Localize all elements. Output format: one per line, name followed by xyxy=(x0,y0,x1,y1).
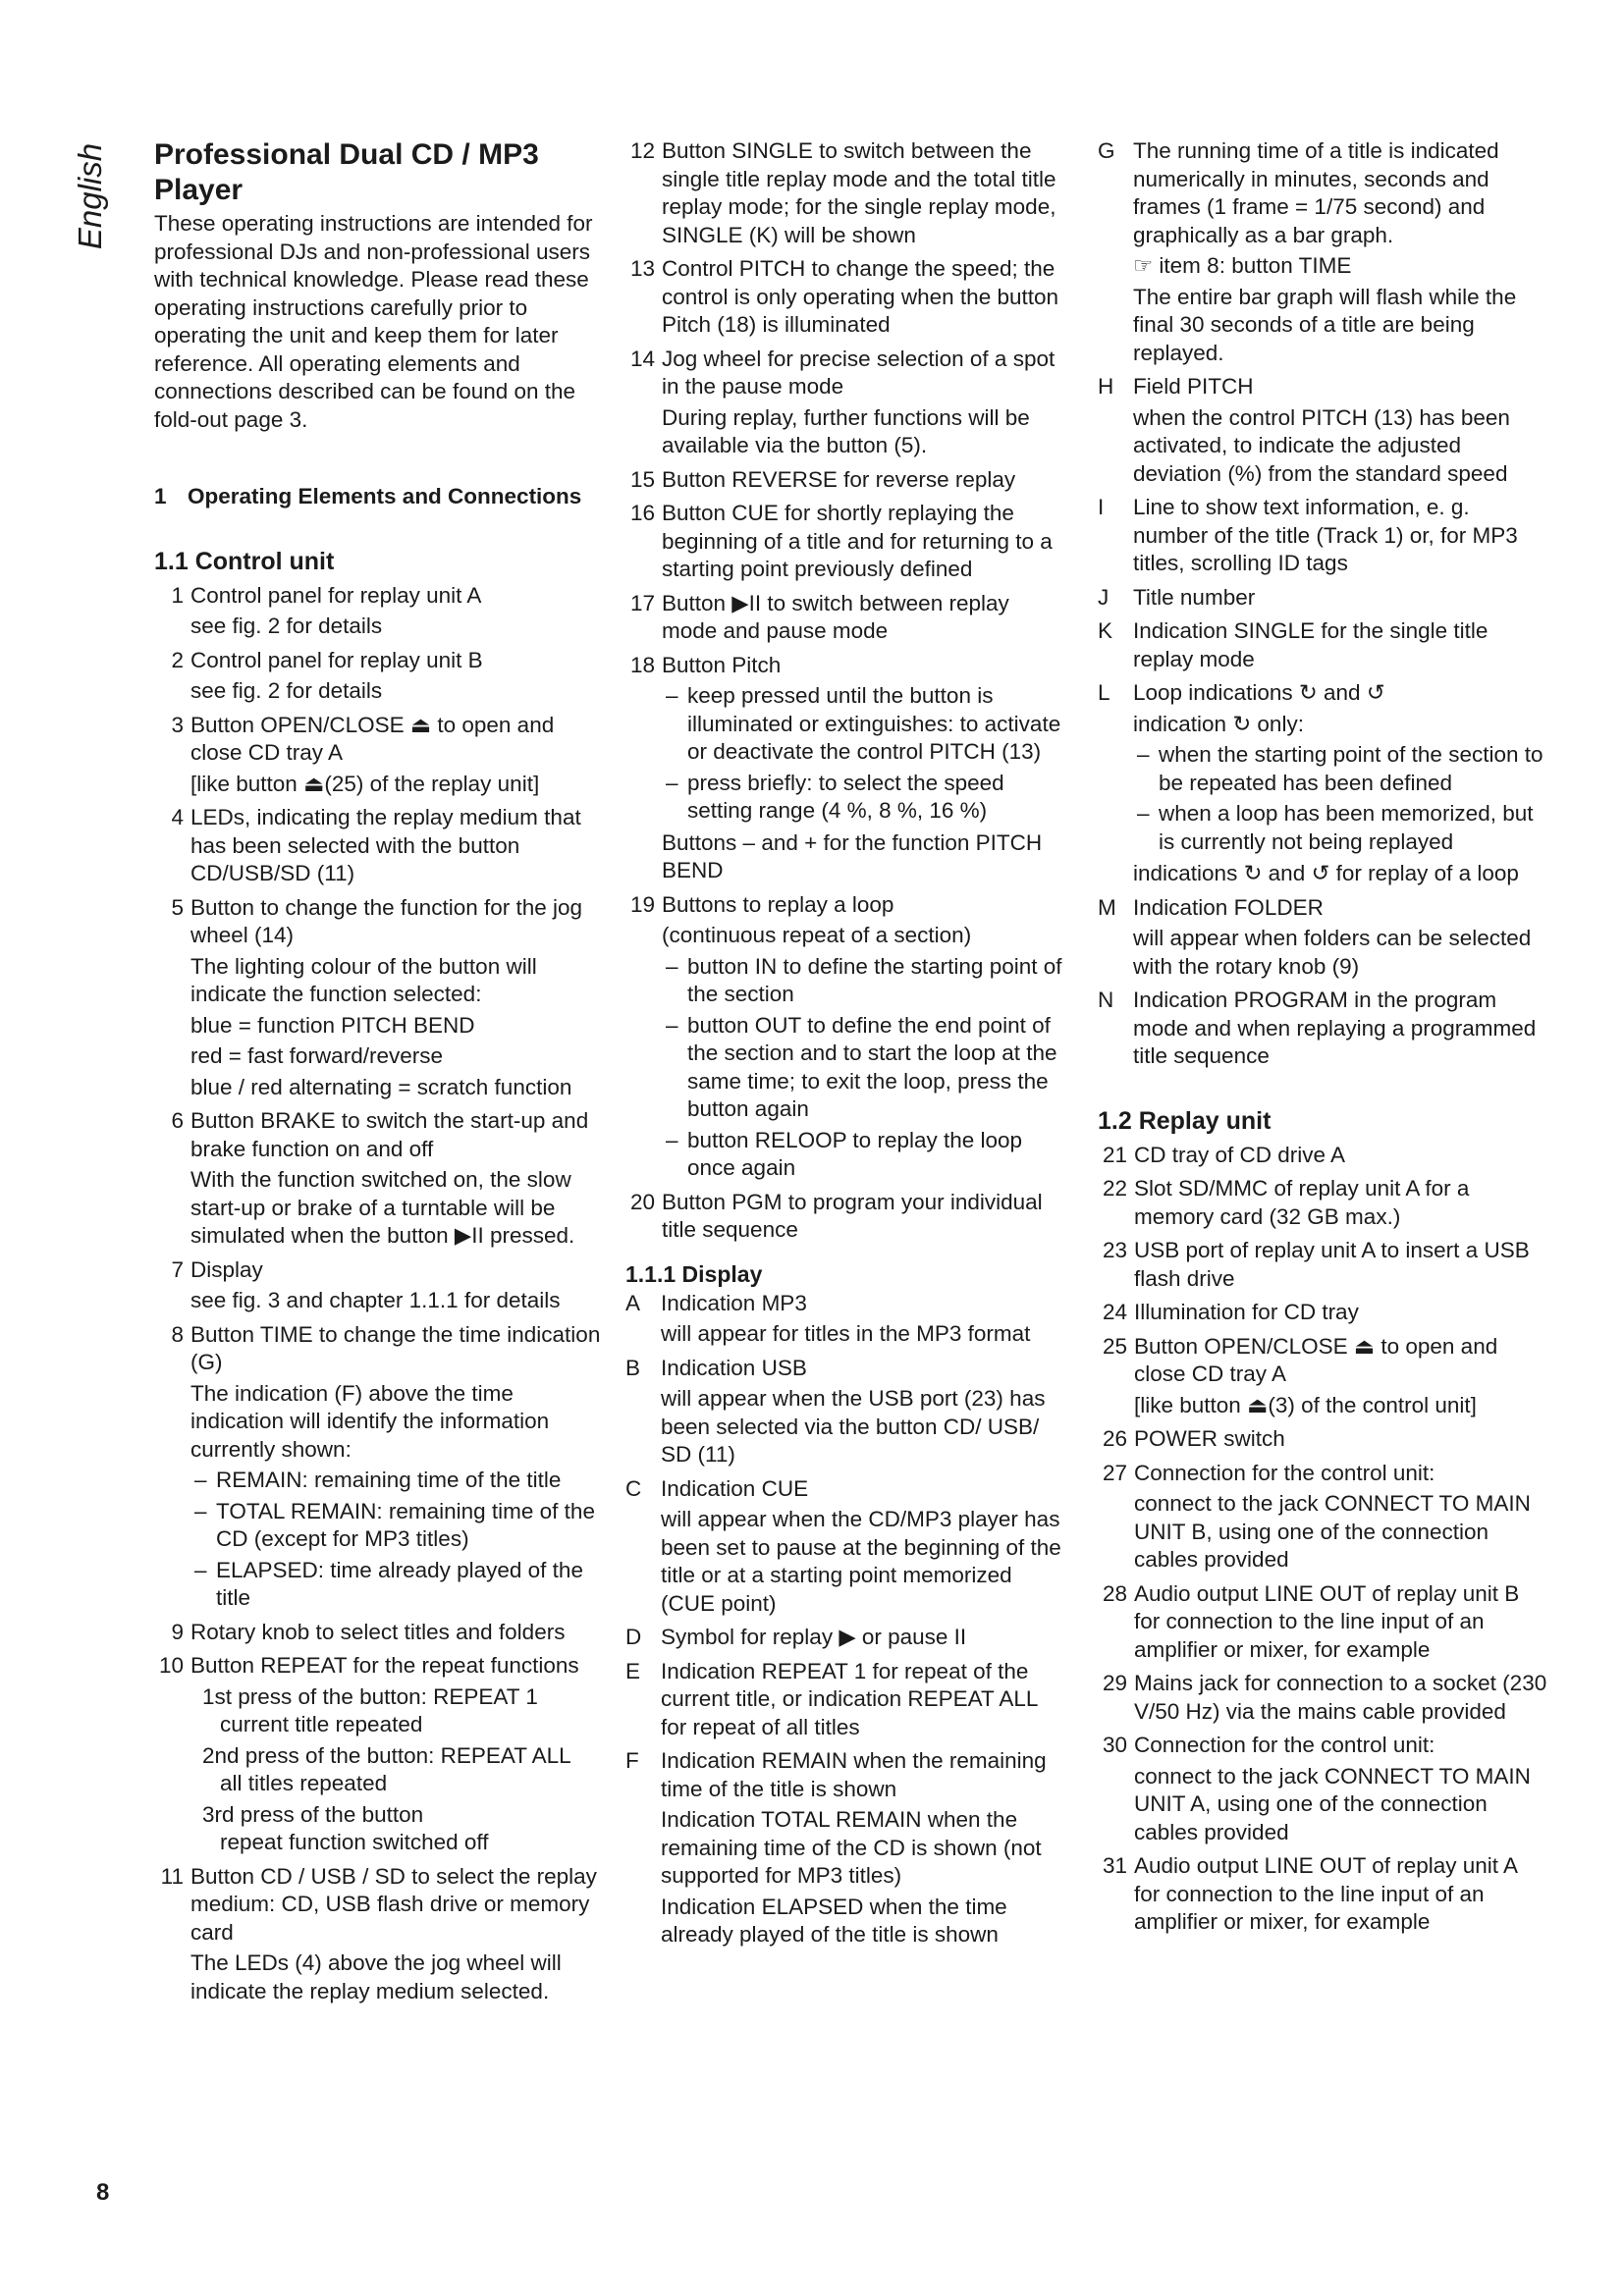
item-text: will appear for titles in the MP3 format xyxy=(661,1321,1031,1346)
dash-bullet: – xyxy=(194,1557,207,1582)
display-list-continued xyxy=(1098,137,1547,1071)
list-item xyxy=(1098,617,1547,673)
item-label: K xyxy=(1098,618,1113,643)
item-text: POWER switch xyxy=(1134,1426,1285,1451)
item-body xyxy=(1134,1580,1547,1665)
item-body xyxy=(661,1355,1065,1469)
item-text: Button PGM to program your individual title sequence xyxy=(662,1189,1043,1242)
item-body xyxy=(662,500,1065,584)
item-body xyxy=(1134,1237,1547,1293)
sub-item xyxy=(662,1127,1065,1183)
item-text: The indication (F) above the time indication will identify the information currently shown: xyxy=(190,1380,550,1462)
section-heading-replay-unit: 1.2 Replay unit xyxy=(1098,1106,1272,1135)
language-side-label: English xyxy=(72,142,108,250)
sub-item-text: press briefly: to select the speed setting range (4 %, 8 %, 16 %) xyxy=(687,770,1004,823)
item-text: see fig. 3 and chapter 1.1.1 for details xyxy=(190,1288,561,1312)
item-text: Symbol for replay ▶ or pause II xyxy=(661,1625,967,1649)
item-text: The lighting colour of the button will indicate the function selected: xyxy=(190,953,537,1006)
sub-item xyxy=(662,682,1065,767)
item-text: [like button ⏏(25) of the replay unit] xyxy=(190,771,540,796)
item-label: 2 xyxy=(171,647,184,672)
item-body xyxy=(662,590,1065,646)
item-label: 3 xyxy=(171,712,184,737)
list-item xyxy=(625,1189,1065,1245)
sub-item-text: ELAPSED: time already played of the title xyxy=(216,1557,583,1610)
item-label: 9 xyxy=(171,1619,184,1644)
list-item xyxy=(1098,494,1547,578)
sub-item xyxy=(190,1467,606,1495)
item-body xyxy=(661,1290,1065,1349)
item-body xyxy=(1133,494,1547,578)
item-text: blue / red alternating = scratch function xyxy=(190,1074,572,1099)
item-text: Indication ELAPSED when the time already played of the title is shown xyxy=(661,1894,1007,1947)
item-body xyxy=(662,255,1065,340)
item-label: B xyxy=(625,1355,641,1380)
list-item xyxy=(625,1475,1065,1619)
sub-item-text: keep pressed until the button is illuminated or extinguishes: to activate or deactivate the control PITCH (13) xyxy=(687,683,1061,764)
item-label: A xyxy=(625,1290,641,1315)
item-text: [like button ⏏(3) of the control unit] xyxy=(1134,1392,1477,1417)
list-item xyxy=(1098,1299,1547,1327)
item-text: when the control PITCH (13) has been activated, to indicate the adjusted deviation (%) from the standard speed xyxy=(1133,404,1510,486)
item-text: Rotary knob to select titles and folders xyxy=(190,1619,566,1644)
item-label: C xyxy=(625,1475,642,1501)
item-body xyxy=(190,712,606,799)
item-body xyxy=(190,1619,606,1647)
item-body xyxy=(1134,1175,1547,1231)
item-text: Indication CUE xyxy=(661,1475,809,1501)
item-label: H xyxy=(1098,374,1114,399)
item-text: see fig. 2 for details xyxy=(190,614,383,638)
list-item xyxy=(625,500,1065,584)
item-body xyxy=(662,346,1065,460)
sub-item xyxy=(662,770,1065,826)
column-2 xyxy=(625,137,1065,1955)
item-text: Control panel for replay unit B xyxy=(190,647,483,672)
sub-item xyxy=(662,1012,1065,1124)
item-text: Audio output LINE OUT of replay unit B for connection to the line input of an amplifier or mixer, for example xyxy=(1134,1580,1520,1662)
sub-item xyxy=(662,953,1065,1009)
item-text: USB port of replay unit A to insert a USB flash drive xyxy=(1134,1238,1530,1291)
item-label: 10 xyxy=(158,1653,184,1678)
item-label: 1 xyxy=(171,582,184,608)
dash-bullet: – xyxy=(666,683,678,708)
item-text: Line to show text information, e. g. number of the title (Track 1) or, for MP3 titles, scrolling ID tags xyxy=(1133,495,1518,575)
list-item xyxy=(154,1619,606,1647)
item-text: The entire bar graph will flash while the final 30 seconds of a title are being replayed. xyxy=(1133,284,1517,365)
item-text: will appear when the USB port (23) has been selected via the button CD/ USB/ SD (11) xyxy=(661,1386,1046,1467)
item-body xyxy=(1134,1852,1547,1937)
item-body xyxy=(1133,679,1547,888)
dash-bullet: – xyxy=(666,1127,678,1152)
item-label: 13 xyxy=(629,256,655,281)
item-label: 14 xyxy=(629,346,655,371)
item-text: Field PITCH xyxy=(1133,374,1254,399)
item-label: 20 xyxy=(629,1189,655,1214)
item-body xyxy=(661,1747,1065,1949)
list-item xyxy=(154,804,606,888)
item-text: (continuous repeat of a section) xyxy=(662,923,972,947)
item-text: Control panel for replay unit A xyxy=(190,582,482,608)
item-label: 22 xyxy=(1102,1176,1127,1201)
replay-unit-list xyxy=(1098,1142,1547,1937)
item-text: Connection for the control unit: xyxy=(1134,1460,1435,1485)
item-text: Button Pitch xyxy=(662,652,782,677)
item-text: Indication PROGRAM in the program mode and when replaying a programmed title sequence xyxy=(1133,988,1537,1068)
sub-item xyxy=(1133,800,1547,856)
item-text: With the function switched on, the slow start-up or brake of a turntable will be simulated when the button ▶II pressed. xyxy=(190,1167,575,1248)
item-label: L xyxy=(1098,680,1110,705)
list-item xyxy=(625,1747,1065,1949)
item-body xyxy=(190,1652,606,1857)
item-body xyxy=(190,894,606,1102)
item-text: Button SINGLE to switch between the single title replay mode and the total title replay mode; for the single replay mode, SINGLE (K) will be shown xyxy=(662,138,1056,247)
list-item xyxy=(154,894,606,1102)
list-item xyxy=(154,1321,606,1613)
dash-bullet: – xyxy=(194,1468,207,1492)
item-body xyxy=(1133,584,1547,613)
item-label: 30 xyxy=(1102,1733,1127,1757)
item-body xyxy=(190,1863,606,2006)
item-text: Button to change the function for the jog wheel (14) xyxy=(190,894,583,947)
list-item xyxy=(154,1107,606,1251)
list-item xyxy=(625,466,1065,495)
item-body xyxy=(1133,894,1547,982)
sub-item-text: TOTAL REMAIN: remaining time of the CD (except for MP3 titles) xyxy=(216,1498,595,1551)
item-body xyxy=(190,647,606,706)
item-label: 7 xyxy=(171,1256,184,1282)
item-text: CD tray of CD drive A xyxy=(1134,1142,1346,1167)
press-result: current title repeated xyxy=(220,1712,423,1736)
item-body xyxy=(662,137,1065,249)
chapter-title: Operating Elements and Connections xyxy=(188,484,582,508)
item-text: Mains jack for connection to a socket (230 V/50 Hz) via the mains cable provided xyxy=(1134,1671,1547,1724)
item-text: The LEDs (4) above the jog wheel will indicate the replay medium selected. xyxy=(190,1950,562,2003)
item-label: J xyxy=(1098,584,1110,610)
intro-paragraph: These operating instructions are intended for professional DJs and non-professional users with technical knowledge. Please read these operating instructions carefully prior to operating the unit and keep them for later reference. All operating elements and connections described can be found on the fold-out page 3. xyxy=(154,211,593,432)
press-result: repeat function switched off xyxy=(220,1830,489,1854)
list-item xyxy=(1098,1580,1547,1665)
section-heading-display: 1.1.1 Display xyxy=(625,1260,763,1287)
list-item xyxy=(1098,1425,1547,1454)
list-item xyxy=(625,1355,1065,1469)
item-body xyxy=(190,804,606,888)
item-body xyxy=(1134,1460,1547,1575)
list-item xyxy=(625,255,1065,340)
sub-item xyxy=(190,1498,606,1554)
list-item xyxy=(625,137,1065,249)
item-label: 17 xyxy=(629,590,655,615)
item-text: Indication USB xyxy=(661,1355,807,1380)
list-item xyxy=(625,590,1065,646)
item-text-after: Buttons – and + for the function PITCH BEND xyxy=(662,829,1043,882)
item-text: Button OPEN/CLOSE ⏏ to open and close CD tray A xyxy=(1134,1333,1498,1386)
list-item xyxy=(1098,373,1547,488)
item-text: Loop indications ↻ and ↺ xyxy=(1133,680,1385,705)
item-text: Indication REMAIN when the remaining time of the title is shown xyxy=(661,1748,1047,1801)
item-body xyxy=(661,1624,1065,1652)
item-body xyxy=(662,1189,1065,1245)
list-item xyxy=(154,647,606,706)
press-step: 2nd press of the button: REPEAT ALL xyxy=(202,1742,571,1768)
item-text: During replay, further functions will be available via the button (5). xyxy=(662,404,1030,457)
item-label: 15 xyxy=(629,466,655,492)
item-body xyxy=(1134,1142,1547,1170)
dash-bullet: – xyxy=(1137,801,1150,826)
column-3 xyxy=(1098,137,1547,1943)
control-unit-list xyxy=(154,582,606,2006)
item-text: Slot SD/MMC of replay unit A for a memory card (32 GB max.) xyxy=(1134,1176,1470,1229)
item-text: will appear when the CD/MP3 player has been set to pause at the beginning of the title or at a starting point memorized (CUE point) xyxy=(661,1507,1061,1616)
item-text: Indication SINGLE for the single title replay mode xyxy=(1133,618,1489,671)
list-item xyxy=(1098,1175,1547,1231)
list-item xyxy=(625,1624,1065,1652)
control-unit-list-continued xyxy=(625,137,1065,1245)
item-text: LEDs, indicating the replay medium that has been selected with the button CD/USB/SD (11) xyxy=(190,805,581,885)
item-label: 8 xyxy=(171,1321,184,1347)
item-body xyxy=(661,1658,1065,1742)
item-label: 29 xyxy=(1102,1671,1127,1695)
item-body xyxy=(1134,1299,1547,1327)
item-label: 25 xyxy=(1102,1333,1127,1359)
item-text: Button ▶II to switch between replay mode and pause mode xyxy=(662,590,1009,643)
list-item xyxy=(1098,1732,1547,1846)
sub-item-text: when the starting point of the section to be repeated has been defined xyxy=(1159,742,1543,795)
item-label: 12 xyxy=(629,138,655,163)
item-label: 16 xyxy=(629,501,655,525)
item-text: red = fast forward/reverse xyxy=(190,1043,443,1068)
item-label: 28 xyxy=(1102,1580,1127,1606)
item-text: Connection for the control unit: xyxy=(1134,1733,1435,1757)
list-item xyxy=(1098,894,1547,982)
item-label: 6 xyxy=(171,1108,184,1133)
item-body xyxy=(1134,1732,1547,1846)
list-item xyxy=(625,891,1065,1183)
list-item xyxy=(1098,1852,1547,1937)
item-body xyxy=(1134,1425,1547,1454)
list-item xyxy=(625,1290,1065,1349)
item-body xyxy=(190,1256,606,1315)
item-label: 11 xyxy=(160,1863,184,1889)
list-item xyxy=(625,346,1065,460)
page-number: 8 xyxy=(96,2179,110,2206)
list-item xyxy=(154,582,606,641)
item-text: Button CD / USB / SD to select the replay medium: CD, USB flash drive or memory card xyxy=(190,1863,597,1945)
item-label: 4 xyxy=(171,805,184,829)
item-label: E xyxy=(625,1658,641,1683)
list-item xyxy=(1098,987,1547,1071)
press-step: 1st press of the button: REPEAT 1 xyxy=(202,1683,538,1709)
item-text: connect to the jack CONNECT TO MAIN UNIT A, using one of the connection cables provided xyxy=(1134,1763,1531,1844)
item-text-after: indications ↻ and ↺ for replay of a loop xyxy=(1133,861,1519,885)
item-text: Button CUE for shortly replaying the beginning of a title and for returning to a starting point previously defined xyxy=(662,501,1053,581)
item-text: Illumination for CD tray xyxy=(1134,1300,1359,1324)
press-step: 3rd press of the button xyxy=(202,1801,424,1827)
list-item xyxy=(154,712,606,799)
list-item xyxy=(1098,137,1547,367)
item-text: Button REVERSE for reverse replay xyxy=(662,466,1016,492)
list-item xyxy=(625,652,1065,885)
item-label: 18 xyxy=(629,652,655,677)
dash-bullet: – xyxy=(666,953,678,979)
dash-bullet: – xyxy=(666,770,678,795)
list-item xyxy=(1098,679,1547,888)
chapter-heading xyxy=(154,483,606,511)
list-item xyxy=(154,1256,606,1315)
item-text: see fig. 2 for details xyxy=(190,678,383,703)
item-text: indication ↻ only: xyxy=(1133,711,1304,736)
chapter-number: 1 xyxy=(154,484,167,508)
item-body xyxy=(661,1475,1065,1619)
item-text: Display xyxy=(190,1256,263,1282)
item-text: Indication REPEAT 1 for repeat of the current title, or indication REPEAT ALL for repeat of all titles xyxy=(661,1658,1038,1739)
display-list xyxy=(625,1290,1065,1949)
item-text: Audio output LINE OUT of replay unit A for connection to the line input of an amplifier or mixer, for example xyxy=(1134,1853,1517,1934)
item-text: Title number xyxy=(1133,584,1256,610)
item-text: Control PITCH to change the speed; the control is only operating when the button Pitch (18) is illuminated xyxy=(662,256,1059,337)
item-label: 21 xyxy=(1102,1142,1127,1167)
item-label: 19 xyxy=(629,891,655,917)
item-text: will appear when folders can be selected with the rotary knob (9) xyxy=(1133,926,1532,979)
sub-item-text: when a loop has been memorized, but is currently not being replayed xyxy=(1159,801,1534,854)
section-heading-control-unit: 1.1 Control unit xyxy=(154,547,335,575)
item-label: G xyxy=(1098,138,1115,163)
document-title: Professional Dual CD / MP3 Player xyxy=(154,138,539,206)
list-item xyxy=(154,1863,606,2006)
item-body xyxy=(1134,1670,1547,1726)
sub-item xyxy=(190,1557,606,1613)
item-text: Button BRAKE to switch the start-up and brake function on and off xyxy=(190,1108,589,1161)
press-result: all titles repeated xyxy=(220,1771,388,1795)
item-text: Button TIME to change the time indication (G) xyxy=(190,1321,601,1374)
item-body xyxy=(1133,373,1547,488)
item-label: D xyxy=(625,1625,642,1649)
item-body xyxy=(1133,987,1547,1071)
item-text: Buttons to replay a loop xyxy=(662,891,894,917)
column-1 xyxy=(154,137,606,2011)
item-label: 5 xyxy=(171,894,184,920)
item-body xyxy=(662,466,1065,495)
item-label: 26 xyxy=(1102,1426,1127,1451)
item-text: ☞ item 8: button TIME xyxy=(1133,253,1352,278)
item-label: 23 xyxy=(1102,1238,1127,1262)
list-item xyxy=(1098,1142,1547,1170)
item-label: 27 xyxy=(1102,1460,1127,1485)
item-body xyxy=(190,1321,606,1613)
dash-bullet: – xyxy=(666,1012,678,1038)
item-text: Indication FOLDER xyxy=(1133,894,1324,920)
item-label: N xyxy=(1098,988,1114,1012)
item-text: blue = function PITCH BEND xyxy=(190,1012,475,1038)
sub-item-text: button OUT to define the end point of the section and to start the loop at the same time; to exit the loop, press the button again xyxy=(687,1012,1057,1121)
item-body xyxy=(190,1107,606,1251)
item-text: Jog wheel for precise selection of a spot in the pause mode xyxy=(662,346,1056,399)
item-body xyxy=(662,652,1065,885)
list-item xyxy=(1098,584,1547,613)
item-body xyxy=(662,891,1065,1183)
item-text: Indication MP3 xyxy=(661,1290,807,1315)
item-text: The running time of a title is indicated numerically in minutes, seconds and frames (1 frame = 1/75 second) and graphically as a bar graph. xyxy=(1133,138,1499,247)
list-item xyxy=(154,1652,606,1857)
item-text: Button REPEAT for the repeat functions xyxy=(190,1653,579,1678)
item-text: Indication TOTAL REMAIN when the remaining time of the CD is shown (not supported for MP3 titles) xyxy=(661,1807,1042,1888)
sub-item-text: button IN to define the starting point of the section xyxy=(687,953,1062,1006)
item-body xyxy=(1133,137,1547,367)
sub-item xyxy=(1133,741,1547,797)
item-text: connect to the jack CONNECT TO MAIN UNIT B, using one of the connection cables provided xyxy=(1134,1491,1531,1572)
list-item xyxy=(1098,1237,1547,1293)
item-body xyxy=(190,582,606,641)
item-label: 31 xyxy=(1102,1853,1127,1878)
item-body xyxy=(1133,617,1547,673)
item-body xyxy=(1134,1333,1547,1420)
list-item xyxy=(1098,1460,1547,1575)
list-item xyxy=(1098,1333,1547,1420)
item-label: I xyxy=(1098,495,1105,519)
item-text: Button OPEN/CLOSE ⏏ to open and close CD tray A xyxy=(190,712,555,765)
item-label: F xyxy=(625,1748,639,1773)
list-item xyxy=(1098,1670,1547,1726)
list-item xyxy=(625,1658,1065,1742)
dash-bullet: – xyxy=(1137,742,1150,767)
sub-item-text: REMAIN: remaining time of the title xyxy=(216,1468,562,1492)
dash-bullet: – xyxy=(194,1498,207,1523)
item-label: 24 xyxy=(1102,1300,1127,1324)
item-label: M xyxy=(1098,894,1116,920)
sub-item-text: button RELOOP to replay the loop once again xyxy=(687,1127,1023,1180)
